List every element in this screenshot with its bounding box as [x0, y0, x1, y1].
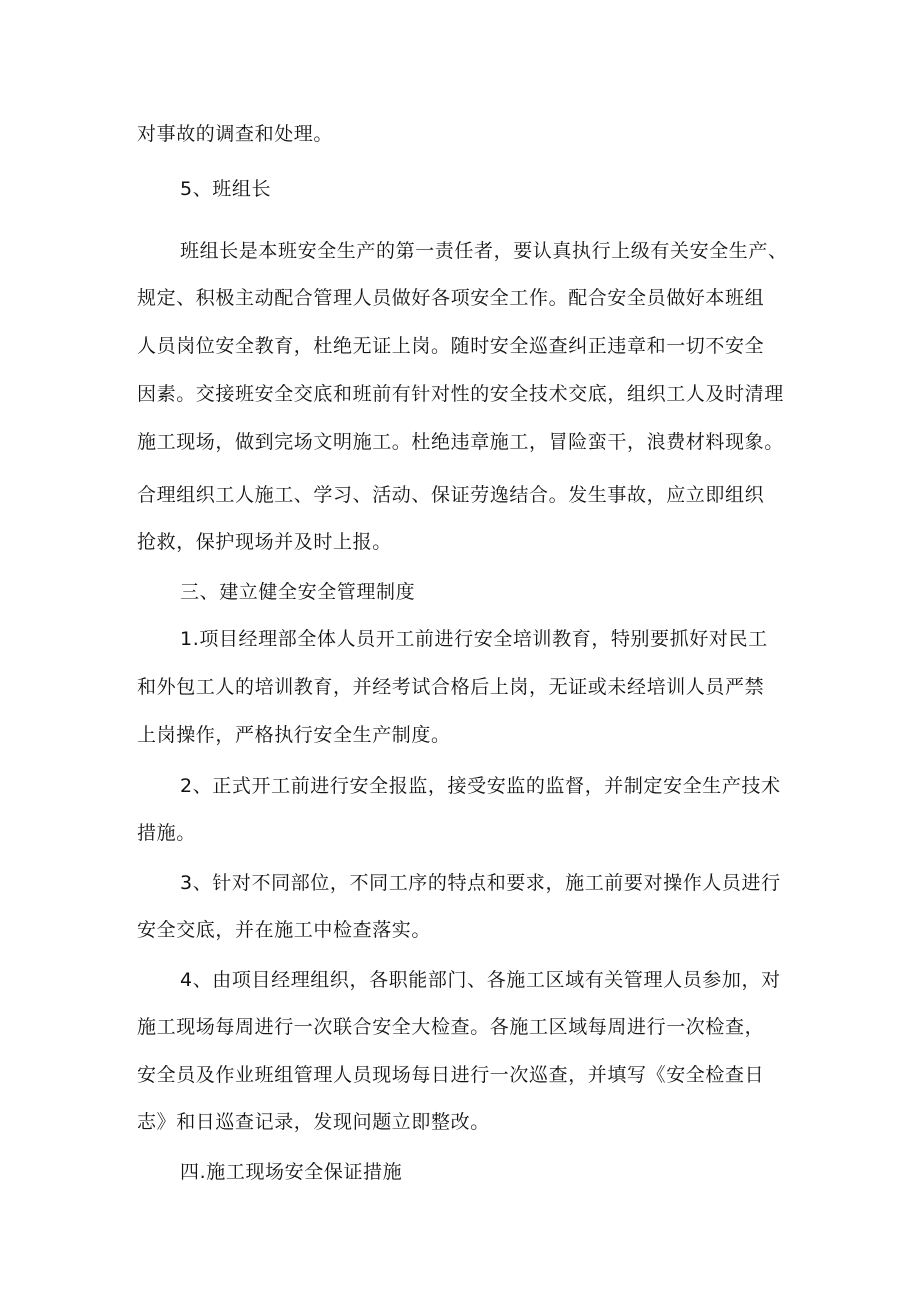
text-line: 抢救，保护现场并及时上报。 [137, 531, 392, 553]
text-line: 合理组织工人施工、学习、活动、保证劳逸结合。发生事故，应立即组织 [137, 484, 765, 506]
text-line: 对事故的调查和处理。 [137, 123, 334, 145]
text-line: 安全交底，并在施工中检查落实。 [137, 919, 432, 941]
text-line: 志》和日巡查记录，发现问题立即整改。 [137, 1111, 490, 1133]
section-heading: 四.施工现场安全保证措施 [180, 1161, 403, 1183]
text-line: 施工现场，做到完场文明施工。杜绝违章施工，冒险蛮干，浪费材料现象。 [137, 431, 784, 453]
text-line: 安全员及作业班组管理人员现场每日进行一次巡查，并填写《安全检查日 [137, 1064, 765, 1086]
text-line: 上岗操作，严格执行安全生产制度。 [137, 724, 451, 746]
text-line: 3、针对不同部位，不同工序的特点和要求，施工前要对操作人员进行 [180, 872, 781, 894]
text-line: 人员岗位安全教育，杜绝无证上岗。随时安全巡查纠正违章和一切不安全 [137, 335, 765, 357]
text-line: 规定、积极主动配合管理人员做好各项安全工作。配合安全员做好本班组 [137, 287, 765, 309]
text-line: 和外包工人的培训教育，并经考试合格后上岗，无证或未经培训人员严禁 [137, 676, 765, 698]
text-line: 因素。交接班安全交底和班前有针对性的安全技术交底，组织工人及时清理 [137, 383, 784, 405]
section-heading: 5、班组长 [180, 178, 272, 200]
text-line: 4、由项目经理组织，各职能部门、各施工区域有关管理人员参加，对 [180, 969, 781, 991]
section-heading: 三、建立健全安全管理制度 [180, 581, 416, 603]
text-line: 1.项目经理部全体人员开工前进行安全培训教育，特别要抓好对民工 [180, 628, 768, 650]
text-line: 施工现场每周进行一次联合安全大检查。各施工区域每周进行一次检查， [137, 1016, 765, 1038]
text-line: 2、正式开工前进行安全报监，接受安监的监督，并制定安全生产技术 [180, 775, 781, 797]
text-line: 措施。 [137, 822, 196, 844]
text-line: 班组长是本班安全生产的第一责任者，要认真执行上级有关安全生产、 [180, 240, 788, 262]
